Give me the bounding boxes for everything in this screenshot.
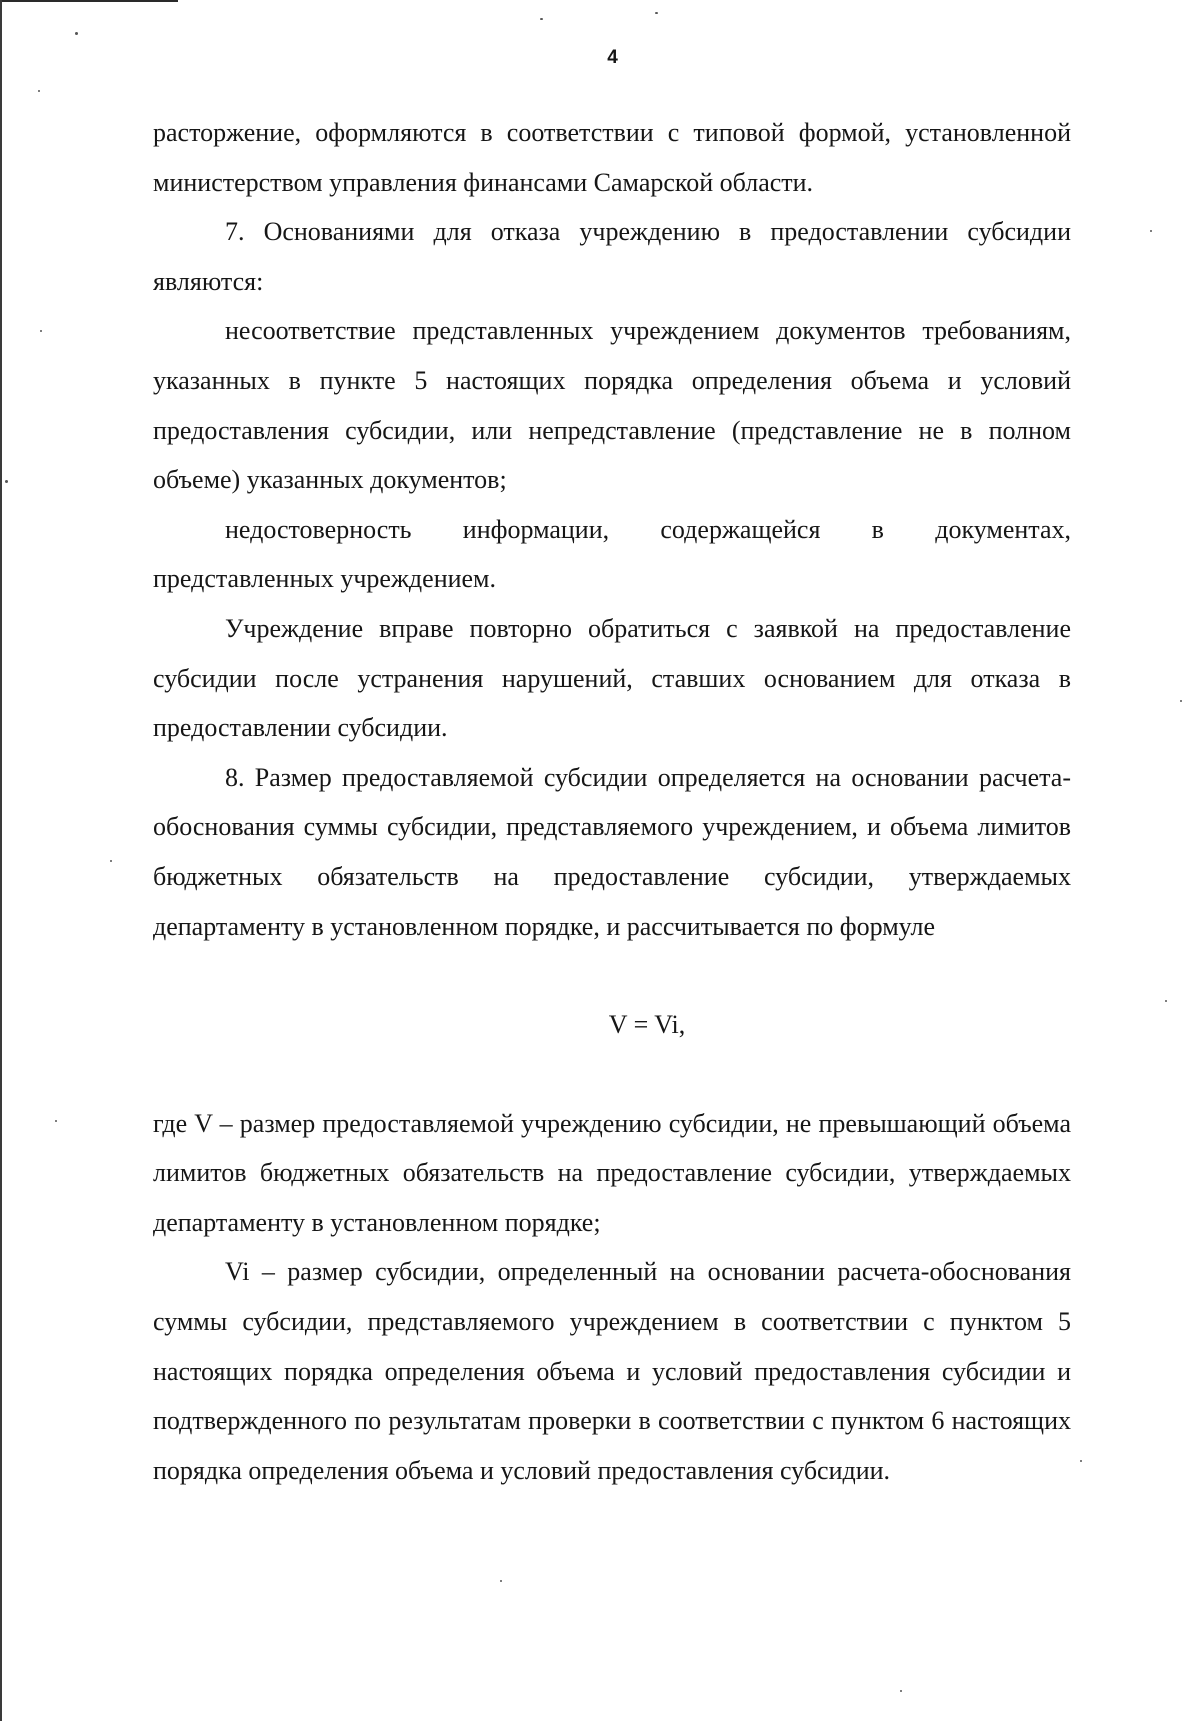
scan-speck [1180,700,1182,702]
paragraph-inaccuracy: недостоверность информации, содержащейся в документах, представленных учреждением. [153,514,1071,594]
scan-speck [500,1580,502,1582]
scan-speck [110,860,112,862]
scan-speck [40,330,42,332]
scan-edge-left [0,0,2,1721]
paragraph-item-8: 8. Размер предоставляемой субсидии определяется на основании расчета-обоснования суммы субсидии, представляемого учреждением, и объема лимитов бюджетных обязательств на предоставление субсидии, утверждаемых департаменту в установленном порядке, и рассчитывается по формуле [153,762,1071,941]
scan-edge-top [0,0,178,2]
scan-speck [1165,1000,1167,1002]
scan-speck [1080,1460,1082,1462]
paragraph-item-7: 7. Основаниями для отказа учреждению в предоставлении субсидии являются: [153,217,1071,296]
scan-speck [1150,230,1152,232]
document-body [153,108,1071,1495]
page-number: 4 [607,47,618,68]
paragraph-continuation: расторжение, оформляются в соответствии с типовой формой, установленной министерством управления финансами Самарской области. [153,118,1071,197]
scan-speck [38,90,40,92]
scan-speck [900,1690,902,1692]
scan-speck [5,480,8,483]
formula: V = Vi, [608,1010,686,1040]
paragraph-where-v: где V – размер предоставляемой учреждению субсидии, не превышающий объема лимитов бюджетных обязательств на предоставление субсидии, утверждаемых департаменту в установленном порядке; [153,1108,1071,1237]
scan-speck [55,1120,57,1122]
scan-speck [75,32,78,35]
paragraph-reapply: Учреждение вправе повторно обратиться с заявкой на предоставление субсидии после устранения нарушений, ставших основанием для отказа в предоставлении субсидии. [153,613,1071,743]
scan-speck [540,18,543,20]
scan-speck [655,12,658,14]
paragraph-noncompliance: несоответствие представленных учреждением документов требованиям, указанных в пункте 5 настоящих порядка определения объема и условий предоставления субсидии, или непредставление (представление не в полном объеме) указанных документов; [153,316,1071,495]
paragraph-vi-definition: Vi – размер субсидии, определенный на основании расчета-обоснования суммы субсидии, представляемого учреждением в соответствии с пунктом 5 настоящих порядка определения объема и условий предоставления субсидии и подтвержденного по результатам проверки в соответствии с пунктом 6 настоящих порядка определения объема и условий предоставления субсидии. [153,1257,1071,1485]
